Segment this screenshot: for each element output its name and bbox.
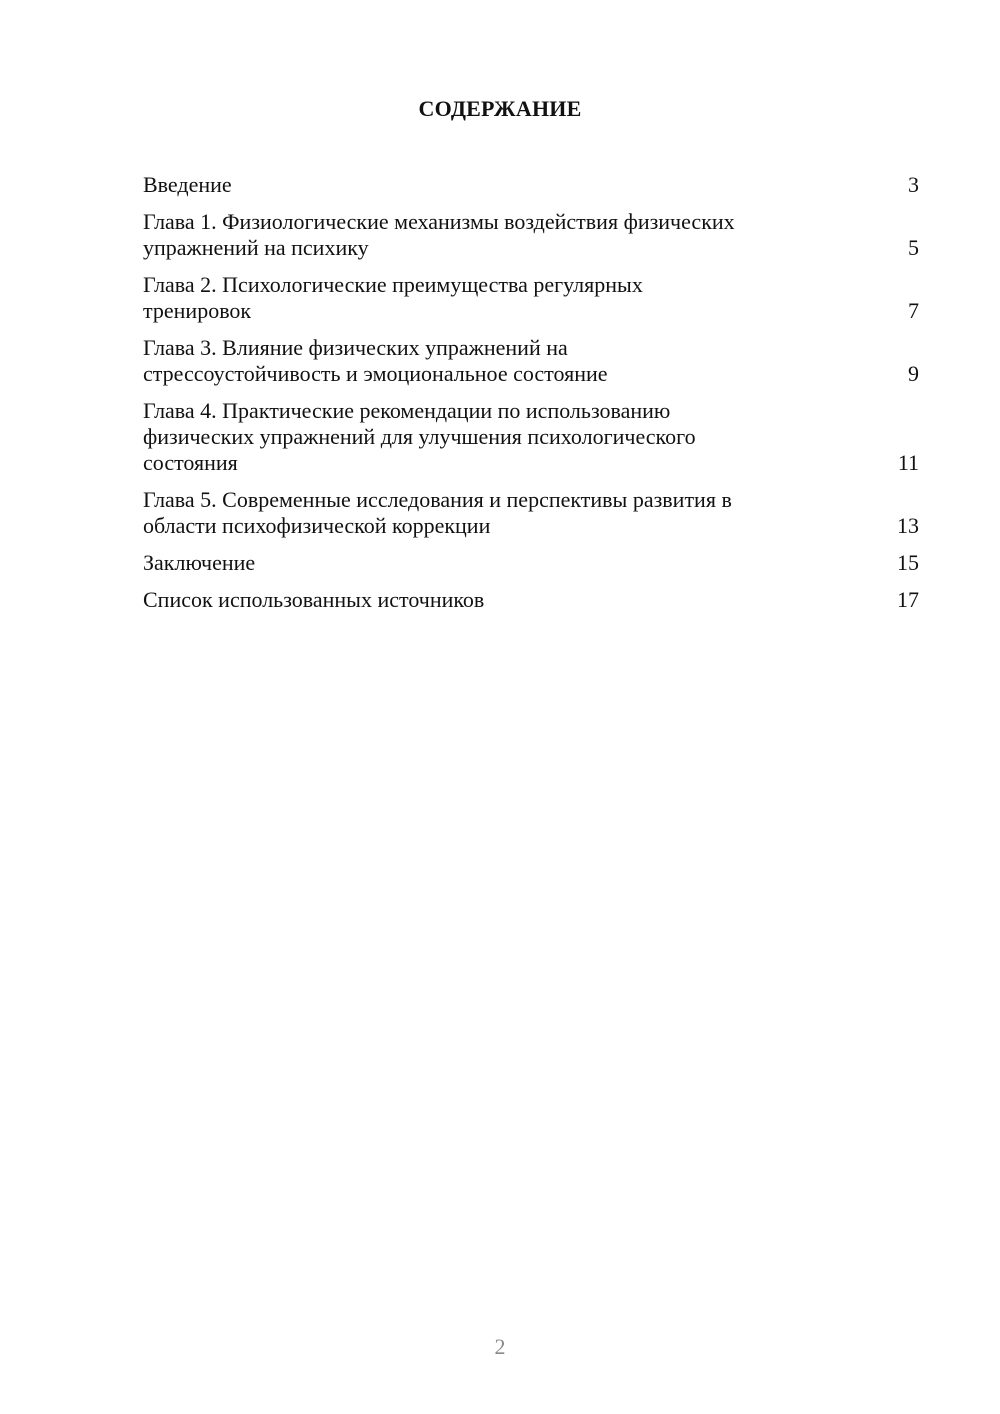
toc-entry-title: Глава 4. Практические рекомендации по использованию физических упражнений для улучшения психологического состояния	[143, 398, 696, 475]
toc-entry-page: 17	[897, 587, 919, 612]
toc-entry-title: Заключение	[143, 550, 256, 575]
toc-entry-page: 7	[908, 298, 919, 323]
toc-entry-title: Глава 3. Влияние физических упражнений на стрессоустойчивость и эмоциональное состояние	[143, 335, 608, 386]
toc-entry-title: Глава 1. Физиологические механизмы воздействия физических упражнений на психику	[143, 209, 735, 260]
toc-entry-introduction	[143, 172, 919, 198]
page-title: СОДЕРЖАНИЕ	[418, 96, 582, 121]
toc-entry-page: 3	[908, 172, 919, 197]
toc-entry-chapter-4	[143, 398, 919, 476]
toc-entry-page: 11	[897, 450, 919, 475]
toc-entry-title: Глава 5. Современные исследования и перспективы развития в области психофизической коррекции	[143, 487, 732, 538]
table-of-contents	[143, 172, 919, 613]
toc-entry-chapter-1	[143, 209, 919, 261]
toc-entry-chapter-5	[143, 487, 919, 539]
page-number: 2	[494, 1334, 506, 1359]
toc-entry-page: 13	[897, 513, 919, 538]
toc-entry-chapter-2	[143, 272, 919, 324]
toc-entry-references	[143, 587, 919, 613]
toc-entry-title: Список использованных источников	[143, 587, 485, 612]
toc-entry-page: 9	[908, 361, 919, 386]
toc-entry-chapter-3	[143, 335, 919, 387]
toc-entry-title: Введение	[143, 172, 232, 197]
toc-entry-page: 5	[908, 235, 919, 260]
toc-entry-title: Глава 2. Психологические преимущества регулярных тренировок	[143, 272, 643, 323]
toc-entry-page: 15	[897, 550, 919, 575]
toc-entry-conclusion	[143, 550, 919, 576]
